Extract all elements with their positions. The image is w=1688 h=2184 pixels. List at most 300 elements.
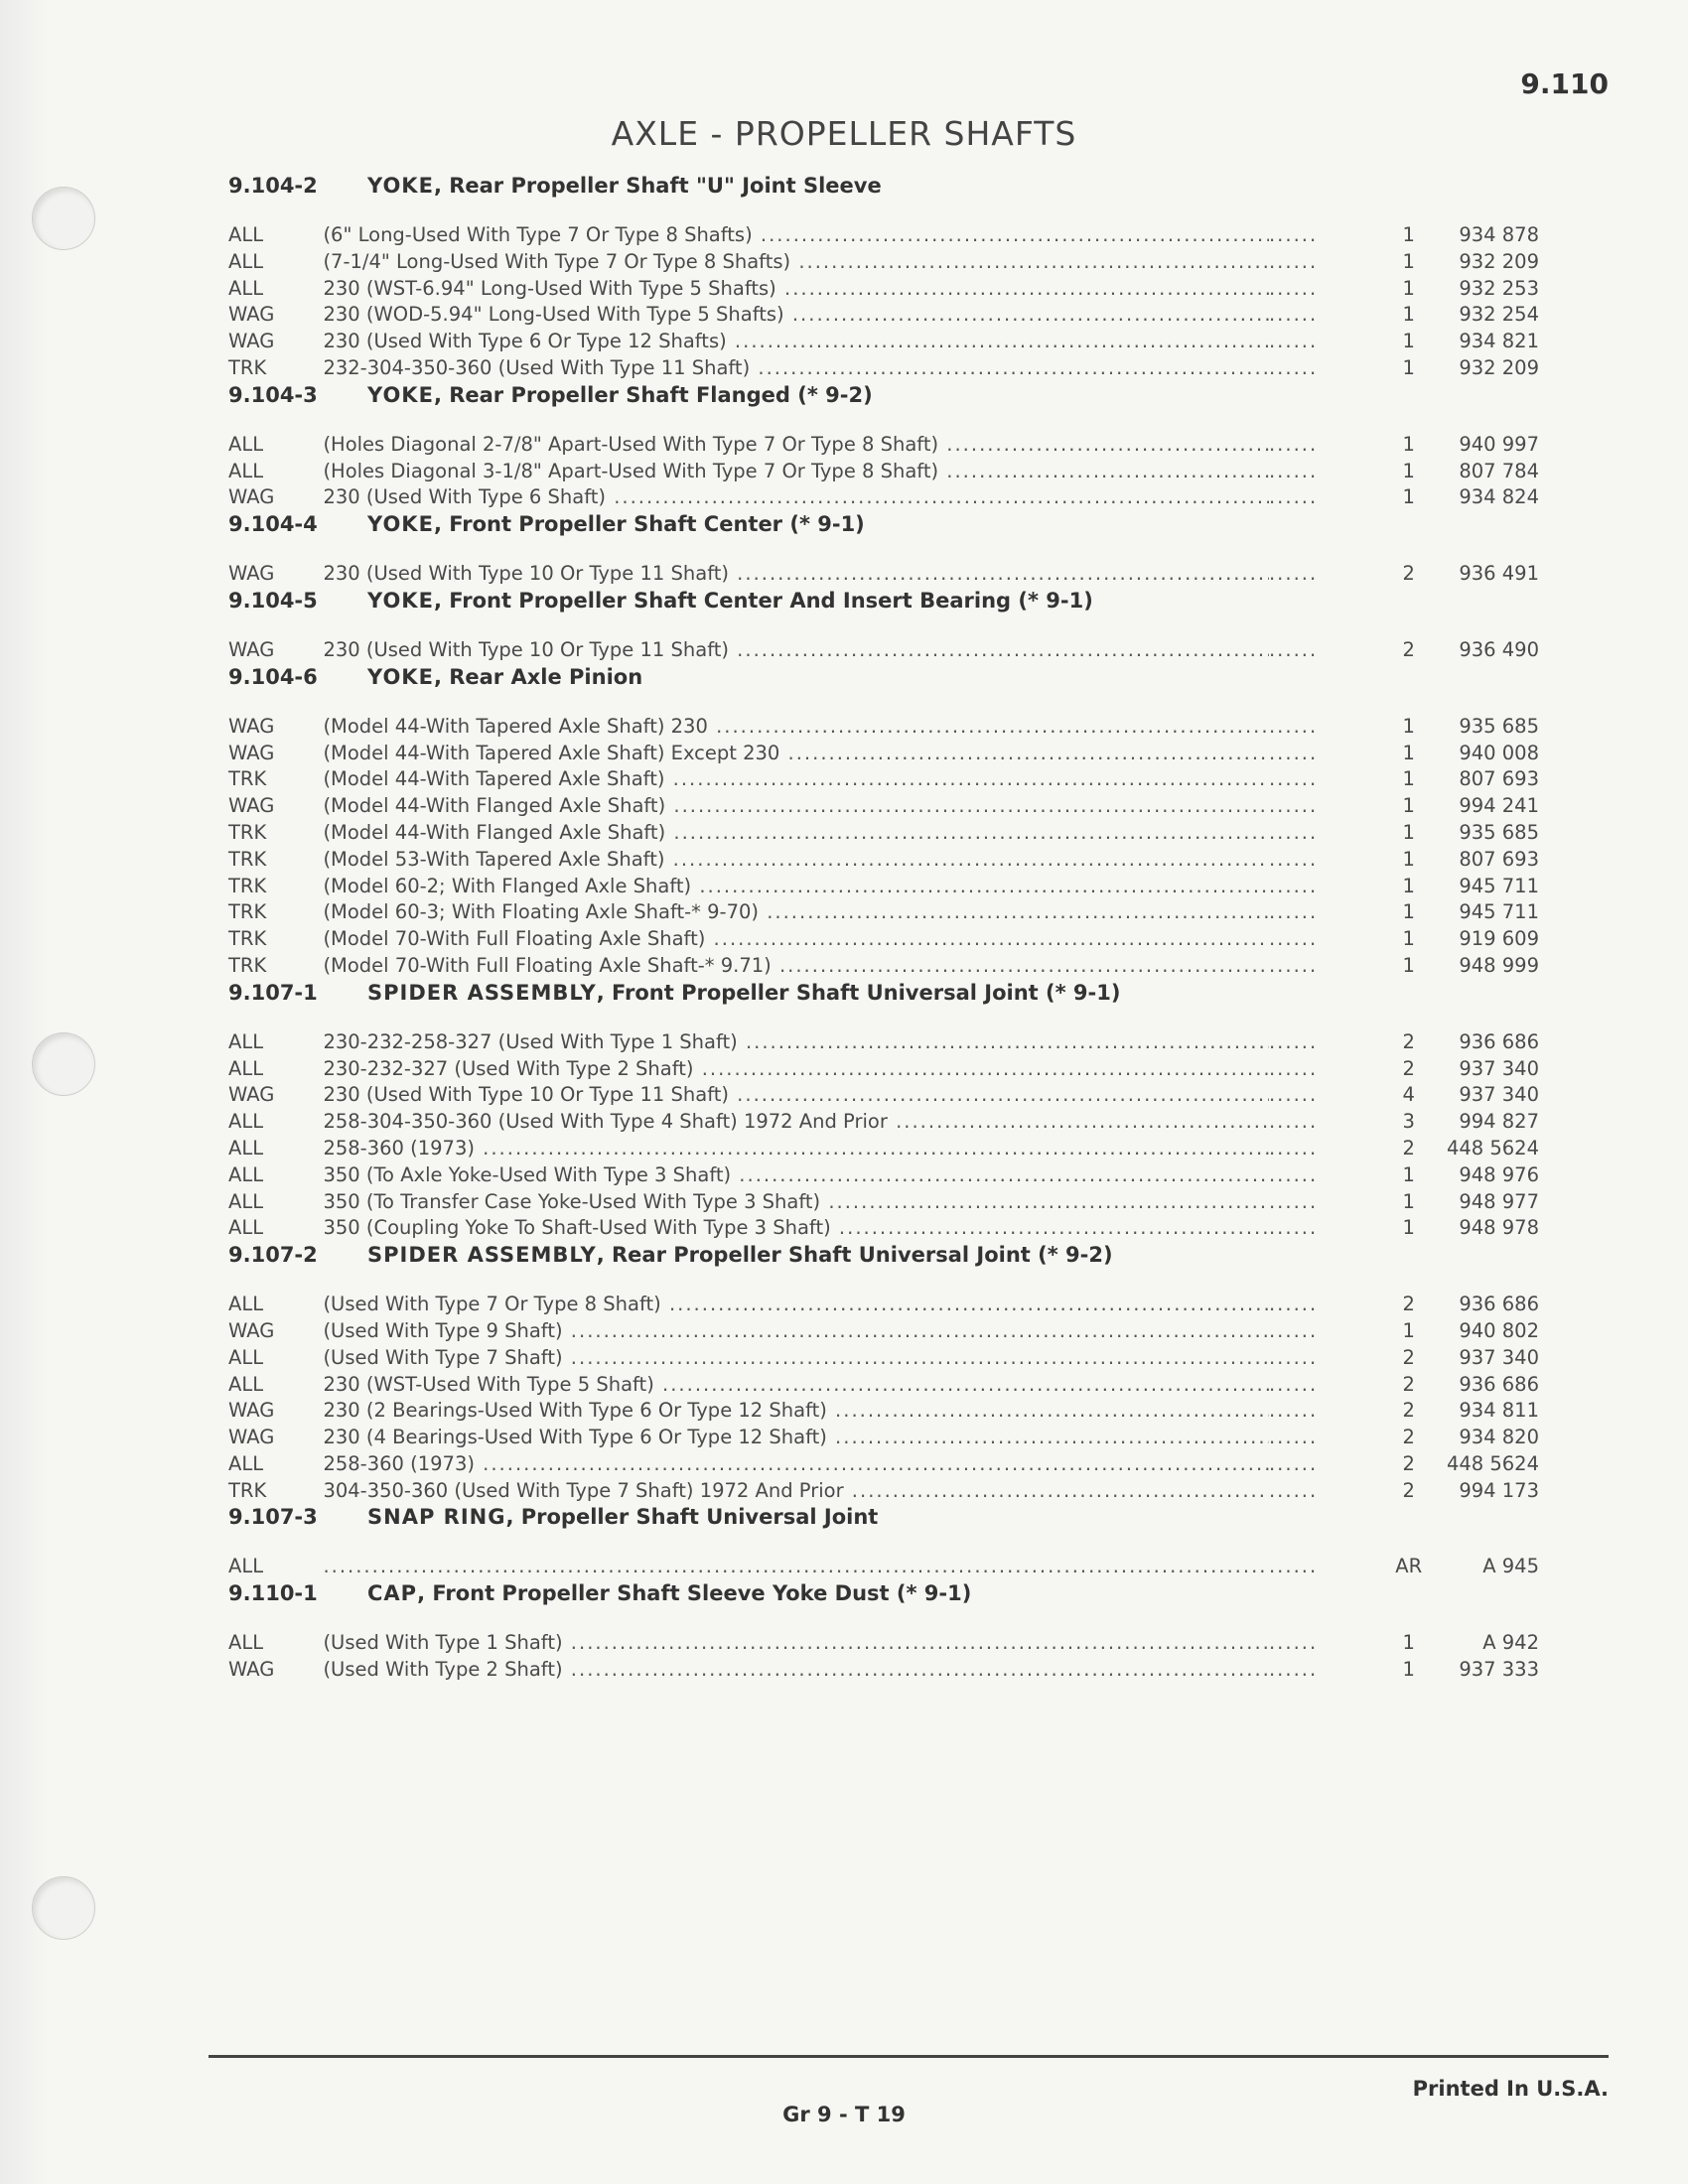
application-code: ALL [228, 1162, 264, 1186]
section-title [367, 1505, 878, 1529]
item-description: (Model 60-2; With Flanged Axle Shaft) ..... [323, 875, 1269, 897]
dot-leader: ...... [1268, 1029, 1319, 1053]
dot-leader: ...... [1268, 459, 1319, 482]
part-name: SPIDER ASSEMBLY [367, 980, 597, 1005]
item-description-cell [323, 715, 1269, 738]
page-title: AXLE - PROPELLER SHAFTS [611, 114, 1077, 153]
application-code: ALL [228, 459, 264, 482]
item-list [228, 433, 1539, 512]
part-number: 994 827 [1459, 1110, 1539, 1134]
section-title [367, 1581, 971, 1605]
item-description-cell [323, 1137, 1269, 1160]
quantity: 1 [1402, 953, 1415, 977]
table-row [228, 638, 1539, 665]
parts-section [228, 981, 1539, 1243]
application-code: ALL [228, 432, 264, 456]
application-code: TRK [228, 767, 267, 791]
item-description: (Model 53-With Tapered Axle Shaft) ..... [323, 848, 1269, 871]
item-list [228, 1293, 1539, 1505]
table-row [228, 1110, 1539, 1137]
application-code: WAG [228, 794, 275, 818]
item-description: 230 (Used With Type 6 Shaft) ..... [323, 485, 1269, 508]
section-header [228, 1581, 1539, 1621]
table-row [228, 927, 1539, 954]
dot-leader: ...... [1268, 249, 1319, 273]
parts-section [228, 665, 1539, 981]
application-code: ALL [228, 1631, 264, 1655]
part-number: 945 711 [1459, 900, 1539, 924]
item-description: (Model 44-With Flanged Axle Shaft) ..... [323, 821, 1269, 844]
item-description-cell [323, 330, 1269, 352]
dot-leader: ...... [1268, 355, 1319, 379]
part-name: YOKE [367, 664, 434, 689]
application-code: ALL [228, 1372, 264, 1396]
item-description-cell [323, 356, 1269, 379]
item-description-cell [323, 1030, 1269, 1053]
quantity: 2 [1402, 1136, 1415, 1160]
item-description: 350 (To Axle Yoke-Used With Type 3 Shaft) ..... [323, 1163, 1269, 1186]
item-description-cell [323, 1083, 1269, 1106]
item-list [228, 562, 1539, 589]
footer-divider [209, 2055, 1609, 2058]
part-name: SNAP RING [367, 1505, 506, 1530]
dot-leader: ...... [1268, 741, 1319, 764]
part-number: 945 711 [1459, 874, 1539, 897]
quantity: 1 [1402, 1216, 1415, 1240]
application-code: TRK [228, 900, 267, 924]
item-description: 350 (To Transfer Case Yoke-Used With Type 3 Shaft) ..... [323, 1190, 1269, 1213]
item-description-cell [323, 250, 1269, 273]
item-list [228, 638, 1539, 665]
part-name: YOKE [367, 512, 434, 537]
part-number: 934 878 [1459, 223, 1539, 246]
item-description-cell [323, 1399, 1269, 1422]
quantity: 2 [1402, 1293, 1415, 1316]
table-row [228, 1030, 1539, 1057]
item-description: (Model 44-With Flanged Axle Shaft) ..... [323, 794, 1269, 817]
item-description-cell [323, 927, 1269, 950]
dot-leader: ...... [1268, 1162, 1319, 1186]
part-number: 936 491 [1459, 562, 1539, 586]
quantity: 2 [1402, 1426, 1415, 1449]
item-description-cell [323, 223, 1269, 246]
application-code: ALL [228, 1110, 264, 1134]
parts-section [228, 589, 1539, 665]
quantity: 1 [1402, 927, 1415, 951]
item-description-cell [323, 875, 1269, 897]
quantity: 1 [1402, 1658, 1415, 1682]
quantity: 1 [1402, 459, 1415, 482]
item-list [228, 715, 1539, 981]
parts-list [228, 174, 1539, 1685]
quantity: 2 [1402, 1478, 1415, 1502]
application-code: WAG [228, 485, 275, 509]
part-description: , Rear Propeller Shaft Universal Joint (* 9-2) [596, 1243, 1113, 1268]
table-row [228, 767, 1539, 794]
part-number: 936 686 [1459, 1029, 1539, 1053]
part-number: 937 340 [1459, 1056, 1539, 1080]
table-row [228, 875, 1539, 901]
application-code: ALL [228, 276, 264, 300]
item-description-cell [323, 1319, 1269, 1342]
quantity: 2 [1402, 1399, 1415, 1423]
section-number: 9.104-6 [228, 664, 318, 689]
dot-leader: ...... [1268, 1083, 1319, 1107]
dot-leader: ...... [1268, 1631, 1319, 1655]
part-number: 936 490 [1459, 637, 1539, 661]
item-description: 350 (Coupling Yoke To Shaft-Used With Type 3 Shaft) ..... [323, 1216, 1269, 1239]
quantity: 2 [1402, 1451, 1415, 1475]
application-code: ALL [228, 1345, 264, 1369]
parts-section [228, 383, 1539, 512]
section-title [367, 383, 873, 407]
table-row [228, 821, 1539, 848]
table-row [228, 794, 1539, 821]
item-description: (Model 44-With Tapered Axle Shaft) Except 230 ..... [323, 742, 1269, 764]
quantity: 1 [1402, 355, 1415, 379]
quantity: 1 [1402, 714, 1415, 738]
dot-leader: ...... [1268, 794, 1319, 818]
table-row [228, 1163, 1539, 1190]
section-header [228, 383, 1539, 423]
section-header [228, 1505, 1539, 1545]
section-title [367, 174, 882, 198]
table-row [228, 330, 1539, 356]
item-description: (Holes Diagonal 2-7/8" Apart-Used With Type 7 Or Type 8 Shaft) ..... [323, 433, 1269, 456]
quantity: 2 [1402, 637, 1415, 661]
section-number: 9.104-3 [228, 382, 318, 407]
table-row [228, 485, 1539, 512]
quantity: 1 [1402, 741, 1415, 764]
footer-page-ref: Gr 9 - T 19 [782, 2103, 906, 2126]
part-name: YOKE [367, 382, 434, 407]
item-description: 304-350-360 (Used With Type 7 Shaft) 1972 And Prior ..... [323, 1479, 1269, 1502]
item-description-cell [323, 821, 1269, 844]
dot-leader: ...... [1268, 1658, 1319, 1682]
quantity: 1 [1402, 485, 1415, 509]
part-number: 937 340 [1459, 1345, 1539, 1369]
item-description-cell [323, 1658, 1269, 1681]
item-list [228, 1555, 1539, 1581]
item-description-cell [323, 433, 1269, 456]
quantity: 2 [1402, 562, 1415, 586]
item-description: (Model 60-3; With Floating Axle Shaft-* 9-70) ..... [323, 900, 1269, 923]
quantity: 1 [1402, 1189, 1415, 1213]
part-number: 934 821 [1459, 330, 1539, 353]
parts-section [228, 174, 1539, 383]
part-number: 936 686 [1459, 1293, 1539, 1316]
application-code: WAG [228, 1083, 275, 1107]
dot-leader: ...... [1268, 1451, 1319, 1475]
part-name: CAP [367, 1581, 418, 1606]
item-description-cell [323, 848, 1269, 871]
quantity: 1 [1402, 432, 1415, 456]
quantity: 1 [1402, 276, 1415, 300]
page-number: 9.110 [1520, 68, 1609, 100]
table-row [228, 303, 1539, 330]
dot-leader: ...... [1268, 276, 1319, 300]
dot-leader: ...... [1268, 847, 1319, 871]
item-description: 230 (Used With Type 10 Or Type 11 Shaft) ..... [323, 1083, 1269, 1106]
quantity: 1 [1402, 847, 1415, 871]
part-description: , Propeller Shaft Universal Joint [505, 1505, 879, 1530]
dot-leader: ...... [1268, 900, 1319, 924]
item-description-cell [323, 1110, 1269, 1133]
table-row [228, 742, 1539, 768]
quantity: 1 [1402, 249, 1415, 273]
item-list [228, 223, 1539, 383]
application-code: ALL [228, 1216, 264, 1240]
table-row [228, 356, 1539, 383]
item-description: (7-1/4" Long-Used With Type 7 Or Type 8 Shafts) ..... [323, 250, 1269, 273]
dot-leader: ...... [1268, 714, 1319, 738]
dot-leader: ...... [1268, 223, 1319, 246]
section-header [228, 512, 1539, 552]
part-number: 932 209 [1459, 355, 1539, 379]
item-description-cell [323, 1555, 1269, 1577]
table-row [228, 460, 1539, 486]
application-code: WAG [228, 714, 275, 738]
application-code: WAG [228, 637, 275, 661]
part-number: 807 693 [1459, 847, 1539, 871]
table-row [228, 848, 1539, 875]
section-number: 9.110-1 [228, 1581, 318, 1606]
table-row [228, 433, 1539, 460]
part-number: 934 824 [1459, 485, 1539, 509]
table-row [228, 562, 1539, 589]
table-row [228, 900, 1539, 927]
dot-leader: ...... [1268, 1318, 1319, 1342]
part-number: 948 978 [1459, 1216, 1539, 1240]
dot-leader: ...... [1268, 330, 1319, 353]
part-number: 948 977 [1459, 1189, 1539, 1213]
part-description: , Front Propeller Shaft Center (* 9-1) [433, 512, 865, 537]
item-description-cell [323, 485, 1269, 508]
section-header [228, 1243, 1539, 1283]
quantity: 2 [1402, 1372, 1415, 1396]
item-description: (6" Long-Used With Type 7 Or Type 8 Shafts) ..... [323, 223, 1269, 246]
table-row [228, 1190, 1539, 1217]
part-name: YOKE [367, 588, 434, 613]
section-number: 9.104-5 [228, 588, 318, 613]
item-description-cell [323, 900, 1269, 923]
part-number: 935 685 [1459, 714, 1539, 738]
item-description: 230 (Used With Type 6 Or Type 12 Shafts) ..... [323, 330, 1269, 352]
application-code: ALL [228, 249, 264, 273]
part-number: 940 008 [1459, 741, 1539, 764]
quantity: 1 [1402, 794, 1415, 818]
item-description-cell [323, 1373, 1269, 1396]
part-name: YOKE [367, 174, 434, 198]
table-row [228, 1658, 1539, 1685]
item-description: 230 (WOD-5.94" Long-Used With Type 5 Shafts) ..... [323, 303, 1269, 326]
item-description-cell [323, 1631, 1269, 1654]
part-number: 994 241 [1459, 794, 1539, 818]
section-number: 9.104-2 [228, 174, 318, 198]
application-code: ALL [228, 1029, 264, 1053]
table-row [228, 1216, 1539, 1243]
dot-leader: ...... [1268, 1399, 1319, 1423]
dot-leader: ...... [1268, 1189, 1319, 1213]
table-row [228, 1426, 1539, 1452]
dot-leader: ...... [1268, 303, 1319, 327]
item-description: (Holes Diagonal 3-1/8" Apart-Used With Type 7 Or Type 8 Shaft) ..... [323, 460, 1269, 482]
section-header [228, 981, 1539, 1021]
dot-leader: ...... [1268, 1216, 1319, 1240]
table-row [228, 715, 1539, 742]
printed-in-label: Printed In U.S.A. [1412, 2077, 1609, 2101]
quantity: 1 [1402, 1631, 1415, 1655]
application-code: ALL [228, 1189, 264, 1213]
dot-leader: ...... [1268, 1555, 1319, 1578]
part-number: 934 820 [1459, 1426, 1539, 1449]
application-code: TRK [228, 820, 267, 844]
item-description: 258-304-350-360 (Used With Type 4 Shaft) 1972 And Prior ..... [323, 1110, 1269, 1133]
item-description-cell [323, 1190, 1269, 1213]
part-description: , Rear Propeller Shaft "U" Joint Sleeve [433, 174, 882, 198]
table-row [228, 223, 1539, 250]
table-row [228, 1452, 1539, 1479]
dot-leader: ...... [1268, 485, 1319, 509]
part-number: 932 254 [1459, 303, 1539, 327]
part-description: , Rear Propeller Shaft Flanged (* 9-2) [433, 382, 873, 407]
application-code: WAG [228, 562, 275, 586]
application-code: ALL [228, 1056, 264, 1080]
part-number: 948 976 [1459, 1162, 1539, 1186]
application-code: WAG [228, 330, 275, 353]
table-row [228, 954, 1539, 981]
application-code: WAG [228, 303, 275, 327]
application-code: ALL [228, 223, 264, 246]
table-row [228, 1319, 1539, 1346]
item-description: (Model 70-With Full Floating Axle Shaft-* 9.71) ..... [323, 954, 1269, 977]
table-row [228, 1293, 1539, 1319]
application-code: WAG [228, 741, 275, 764]
application-code: ALL [228, 1293, 264, 1316]
item-description-cell [323, 277, 1269, 300]
application-code: ALL [228, 1555, 264, 1578]
table-row [228, 1479, 1539, 1506]
item-description: 258-360 (1973) ..... [323, 1137, 1269, 1160]
dot-leader: ...... [1268, 432, 1319, 456]
part-description: , Front Propeller Shaft Center And Insert Bearing (* 9-1) [433, 588, 1093, 613]
section-header [228, 589, 1539, 628]
dot-leader: ...... [1268, 1478, 1319, 1502]
part-number: 919 609 [1459, 927, 1539, 951]
quantity: 1 [1402, 900, 1415, 924]
section-number: 9.107-2 [228, 1243, 318, 1268]
part-description: , Front Propeller Shaft Sleeve Yoke Dust (* 9-1) [417, 1581, 972, 1606]
punch-hole [32, 1032, 95, 1096]
dot-leader: ...... [1268, 1372, 1319, 1396]
dot-leader: ...... [1268, 637, 1319, 661]
part-number: 807 693 [1459, 767, 1539, 791]
part-number: 936 686 [1459, 1372, 1539, 1396]
parts-section [228, 1505, 1539, 1581]
section-title [367, 665, 642, 689]
quantity: 2 [1402, 1056, 1415, 1080]
quantity: 1 [1402, 820, 1415, 844]
part-number: 935 685 [1459, 820, 1539, 844]
application-code: TRK [228, 1478, 267, 1502]
item-description: (Used With Type 1 Shaft) ..... [323, 1631, 1269, 1654]
table-row [228, 1631, 1539, 1658]
item-description-cell [323, 1346, 1269, 1369]
item-description-cell [323, 460, 1269, 482]
part-number: 448 5624 [1446, 1451, 1539, 1475]
application-code: TRK [228, 847, 267, 871]
item-description-cell [323, 1216, 1269, 1239]
item-description-cell [323, 767, 1269, 790]
item-description: 230 (Used With Type 10 Or Type 11 Shaft) ..... [323, 638, 1269, 661]
binder-strip [0, 0, 50, 2184]
quantity: 1 [1402, 223, 1415, 246]
item-description-cell [323, 1057, 1269, 1080]
part-number: 448 5624 [1446, 1136, 1539, 1160]
part-number: 932 209 [1459, 249, 1539, 273]
quantity: 2 [1402, 1029, 1415, 1053]
part-number: 937 333 [1459, 1658, 1539, 1682]
dot-leader: ...... [1268, 1136, 1319, 1160]
table-row [228, 1399, 1539, 1426]
application-code: TRK [228, 355, 267, 379]
section-title [367, 981, 1120, 1005]
application-code: WAG [228, 1318, 275, 1342]
quantity: 1 [1402, 767, 1415, 791]
table-row [228, 250, 1539, 277]
quantity: 1 [1402, 303, 1415, 327]
item-list [228, 1030, 1539, 1243]
item-description-cell [323, 638, 1269, 661]
part-name: SPIDER ASSEMBLY [367, 1243, 597, 1268]
dot-leader: ...... [1268, 820, 1319, 844]
item-description: 230 (WST-6.94" Long-Used With Type 5 Shafts) ..... [323, 277, 1269, 300]
application-code: TRK [228, 874, 267, 897]
item-description-cell [323, 303, 1269, 326]
item-description-cell [323, 1163, 1269, 1186]
application-code: ALL [228, 1136, 264, 1160]
item-description: (Used With Type 9 Shaft) ..... [323, 1319, 1269, 1342]
section-title [367, 589, 1093, 613]
part-description: , Front Propeller Shaft Universal Joint (* 9-1) [596, 980, 1121, 1005]
dot-leader: ...... [1268, 767, 1319, 791]
part-number: 948 999 [1459, 953, 1539, 977]
quantity: 2 [1402, 1345, 1415, 1369]
section-number: 9.104-4 [228, 512, 318, 537]
parts-section [228, 1581, 1539, 1685]
table-row [228, 1137, 1539, 1163]
section-header [228, 665, 1539, 705]
item-description: (Model 44-With Tapered Axle Shaft) 230 ..... [323, 715, 1269, 738]
item-description-cell [323, 1479, 1269, 1502]
section-title [367, 512, 865, 536]
item-description [323, 1555, 1269, 1577]
item-description-cell [323, 954, 1269, 977]
dot-leader: ...... [1268, 1110, 1319, 1134]
part-number: 807 784 [1459, 459, 1539, 482]
application-code: TRK [228, 927, 267, 951]
punch-hole [32, 1876, 95, 1940]
item-description-cell [323, 1452, 1269, 1475]
item-description: 230 (WST-Used With Type 5 Shaft) ..... [323, 1373, 1269, 1396]
table-row [228, 277, 1539, 304]
section-number: 9.107-1 [228, 980, 318, 1005]
application-code: ALL [228, 1451, 264, 1475]
part-number: A 945 [1482, 1555, 1539, 1578]
item-description: (Model 70-With Full Floating Axle Shaft) ..... [323, 927, 1269, 950]
section-title [367, 1243, 1113, 1267]
quantity: 1 [1402, 874, 1415, 897]
